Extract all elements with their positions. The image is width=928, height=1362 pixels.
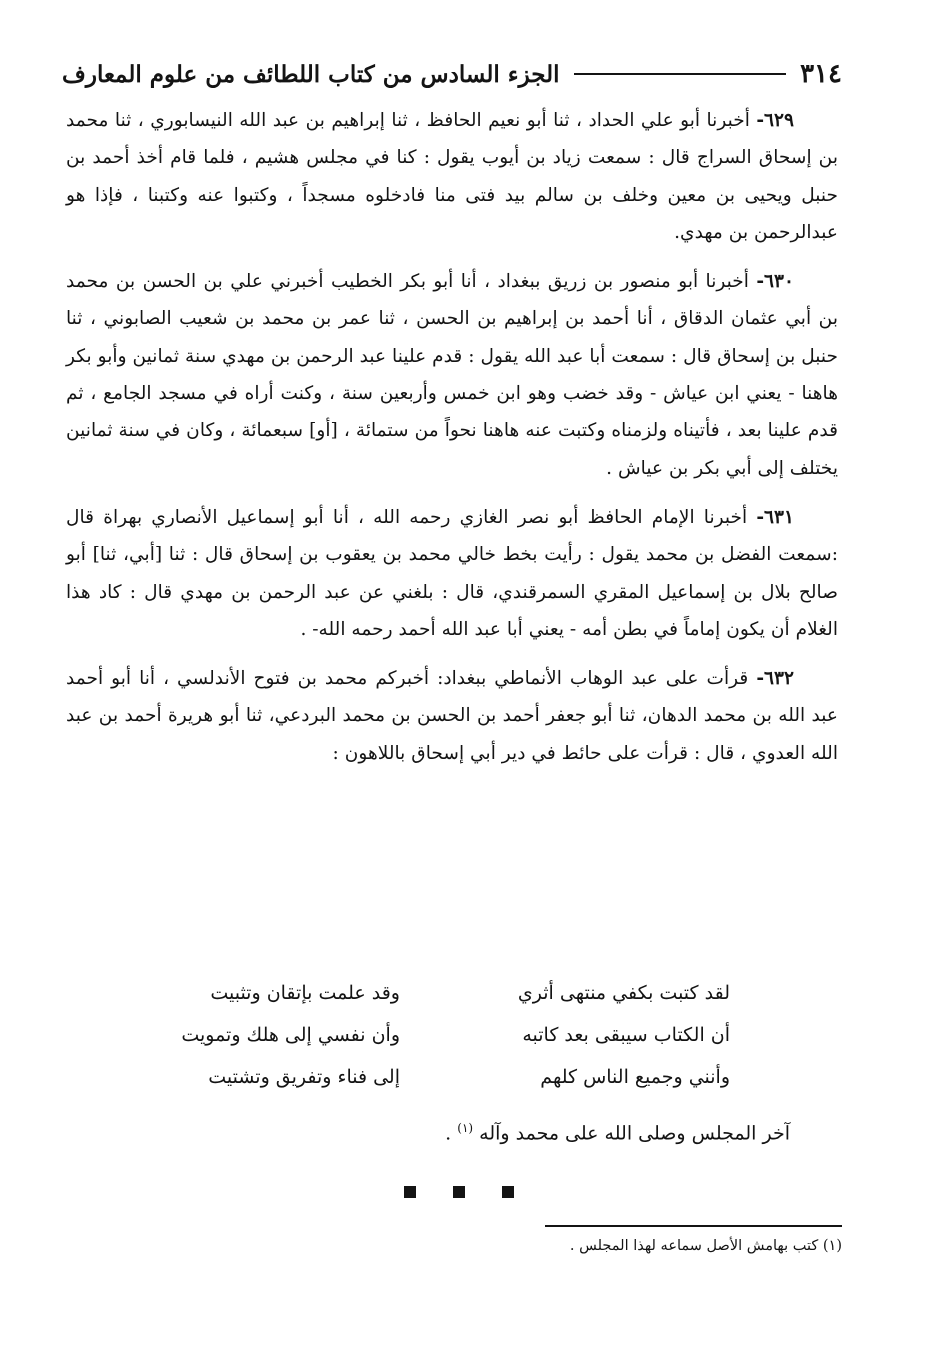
main-text <box>66 102 838 784</box>
paragraph-630 <box>66 263 838 487</box>
square-ornament-icon <box>502 1186 514 1198</box>
poem-verse <box>110 972 730 1014</box>
square-ornament-icon <box>404 1186 416 1198</box>
paragraph-text: أخبرنا أبو علي الحداد ، ثنا أبو نعيم الحافظ ، ثنا إبراهيم بن عبد الله النيسابوري ، ثنا محمد بن إسحاق السراج قال : سمعت زياد بن أيوب يقول : كنا في مجلس هشيم ، فلما قام أخذ أحمد بن حنبل ويحيى بن معين وخلف بن سالم بيد فتى منا فادخلوه مسجداً ، وكتبوا عنه وكتبنا ، فإذا هو عبدالرحمن بن مهدي. <box>66 110 838 243</box>
paragraph-number: ٦٣٠- <box>756 271 794 293</box>
paragraph-number: ٦٣١- <box>756 506 794 528</box>
paragraph-632 <box>66 660 838 772</box>
verse-first-hemistich: أن الكتاب سيبقى بعد كاتبه <box>522 1024 730 1046</box>
paragraph-631 <box>66 499 838 648</box>
footnote-ref: (١) <box>457 1121 474 1135</box>
square-ornament-icon <box>453 1186 465 1198</box>
book-title: الجزء السادس من كتاب اللطائف من علوم المعارف <box>62 60 560 88</box>
verse-first-hemistich: لقد كتبت بكفي منتهى أثري <box>517 982 730 1004</box>
paragraph-text: قرأت على عبد الوهاب الأنماطي ببغداد: أخبركم محمد بن فتوح الأندلسي ، أنا أبو أحمد عبد الله بن محمد الدهان، ثنا أبو جعفر أحمد بن الحسن بن محمد البردعي، ثنا أبو هريرة أحمد بن عبد الله العدوي ، قال : قرأت على حائط في دير أبي إسحاق باللاهون : <box>66 668 838 764</box>
verse-second-hemistich: إلى فناء وتفريق وتشتيت <box>208 1066 400 1088</box>
section-separator <box>404 1186 514 1202</box>
poem-verse <box>110 1014 730 1056</box>
header-rule <box>574 73 787 75</box>
page-number: ٣١٤ <box>800 59 842 89</box>
footnote-rule <box>545 1225 842 1227</box>
paragraph-629 <box>66 102 838 251</box>
footnote: (١) كتب بهامش الأصل سماعه لهذا المجلس . <box>569 1238 842 1254</box>
poem <box>110 972 730 1098</box>
verse-first-hemistich: وأنني وجميع الناس كلهم <box>540 1066 730 1088</box>
closing-line <box>160 1110 790 1151</box>
paragraph-text: أخبرنا أبو منصور بن زريق ببغداد ، أنا أبو بكر الخطيب أخبرني علي بن الحسن بن محمد بن أبي عثمان الدقاق ، أنا أحمد بن إبراهيم بن الحسن ، ثنا عمر بن محمد بن شعيب الصابوني ، ثنا حنبل بن إسحاق قال : سمعت أبا عبد الله يقول : قدم علينا عبد الرحمن بن مهدي سنة ثمانين وأبو بكر هاهنا - يعني ابن عياش - وقد خضب وهو ابن خمس وأربعين سنة ، وكنت أراه في مسجد الجامع ، ثم قدم علينا بعد ، فأتيناه ولزمناه وكتبت عنه هاهنا نحواً من ستمائة ، [أو] سبعمائة ، وكان في سنة ثمانين يختلف إلى أبي بكر بن عياش . <box>66 271 838 479</box>
page-header <box>62 52 842 96</box>
closing-text: آخر المجلس وصلى الله على محمد وآله <box>479 1122 790 1145</box>
paragraph-number: ٦٣٢- <box>756 668 794 690</box>
paragraph-text: أخبرنا الإمام الحافظ أبو نصر الغازي رحمه الله ، أنا أبو إسماعيل الأنصاري بهراة قال :سمعت الفضل بن محمد يقول : رأيت بخط خالي محمد بن يعقوب بن إسحاق قال : ثنا [أبي، ثنا] أبو صالح بلال بن إسماعيل المقري السمرقندي، قال : بلغني عن عبد الرحمن بن مهدي قال : كاد هذا الغلام أن يكون إماماً في بطن أمه - يعني أبا عبد الله أحمد رحمه الله- . <box>66 506 838 640</box>
verse-second-hemistich: وقد علمت بإتقان وتثبيت <box>210 982 400 1004</box>
verse-second-hemistich: وأن نفسي إلى هلك وتمويت <box>181 1024 400 1046</box>
paragraph-number: ٦٢٩- <box>756 110 794 131</box>
closing-end: . <box>445 1122 458 1145</box>
poem-verse <box>110 1056 730 1098</box>
